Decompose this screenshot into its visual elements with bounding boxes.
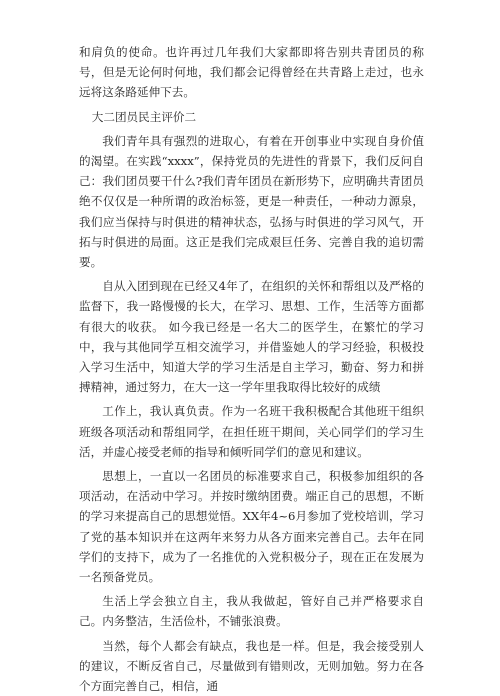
paragraph-study-experience: 自从入团到现在已经又4年了，在组织的关怀和帮组以及严格的监督下，我一路慢慢的长大，在学习、思想、工作，生活等方面都有很大的收获。 如今我已经是一名大二的医学生，在繁忙的学习中，我与其他同学互相交流学习，并借鉴她人的学习经验，积极投入学习生活中，知道大学的学习生活是自主学习，勤奋、努力和拼搏精神，通过努力，在大一这一学年里我取得比较好的成绩 [79,279,424,395]
paragraph-ideology: 思想上，一直以一名团员的标准要求自己，积极参加组织的各项活动，在活动中学习。并按时缴纳团费。端正自己的思想，不断的学习来提高自己的思想觉悟。XX年4~6月参加了党校培训，学习了党的基本知识并在这两年来努力从各方面来完善自己。去年在同学们的支持下，成为了一名推优的入党积极分子，现在正在发展为一名预备党员。 [79,469,424,585]
paragraph-shortcomings: 当然，每个人都会有缺点，我也是一样。但是，我会接受别人的建议，不断反省自己，尽量做到有错则改，无则加勉。努力在各个方面完善自己，相信，通 [79,638,424,694]
section-title: 大二团员民主评价二 [91,109,197,124]
intro-paragraph: 和肩负的使命。也许再过几年我们大家都即将告别共青团员的称号，但是无论何时何地，我们都会记得曾经在共青路上走过，也永远将这条路延伸下去。 [79,45,424,100]
paragraph-youth-ambition: 我们青年具有强烈的进取心，有着在开创事业中实现自身价值的渴望。在实践“xxxx”，保持党员的先进性的背景下，我们反问自己：我们团员要干什么?我们青年团员在新形势下，应明确共青团员绝不仅仅是一种所谓的政治标签，更是一种责任，一种动力源泉，我们应当保持与时俱进的精神状态，弘扬与时俱进的学习风气，开拓与时俱进的局面。这正是我们完成艰巨任务、完善自我的追切需要。 [79,133,424,270]
document-body [79,42,424,696]
paragraph-work: 工作上，我认真负责。作为一名班干我积极配合其他班干组织班级各项活动和帮组同学，在担任班干期间，关心同学们的学习生活，并虚心接受老师的指导和倾听同学们的意见和建议。 [79,404,424,459]
paragraph-life: 生活上学会独立自主，我从我做起，管好自己并严格要求自己。内务整洁，生活俭朴，不铺张浪费。 [79,594,424,629]
